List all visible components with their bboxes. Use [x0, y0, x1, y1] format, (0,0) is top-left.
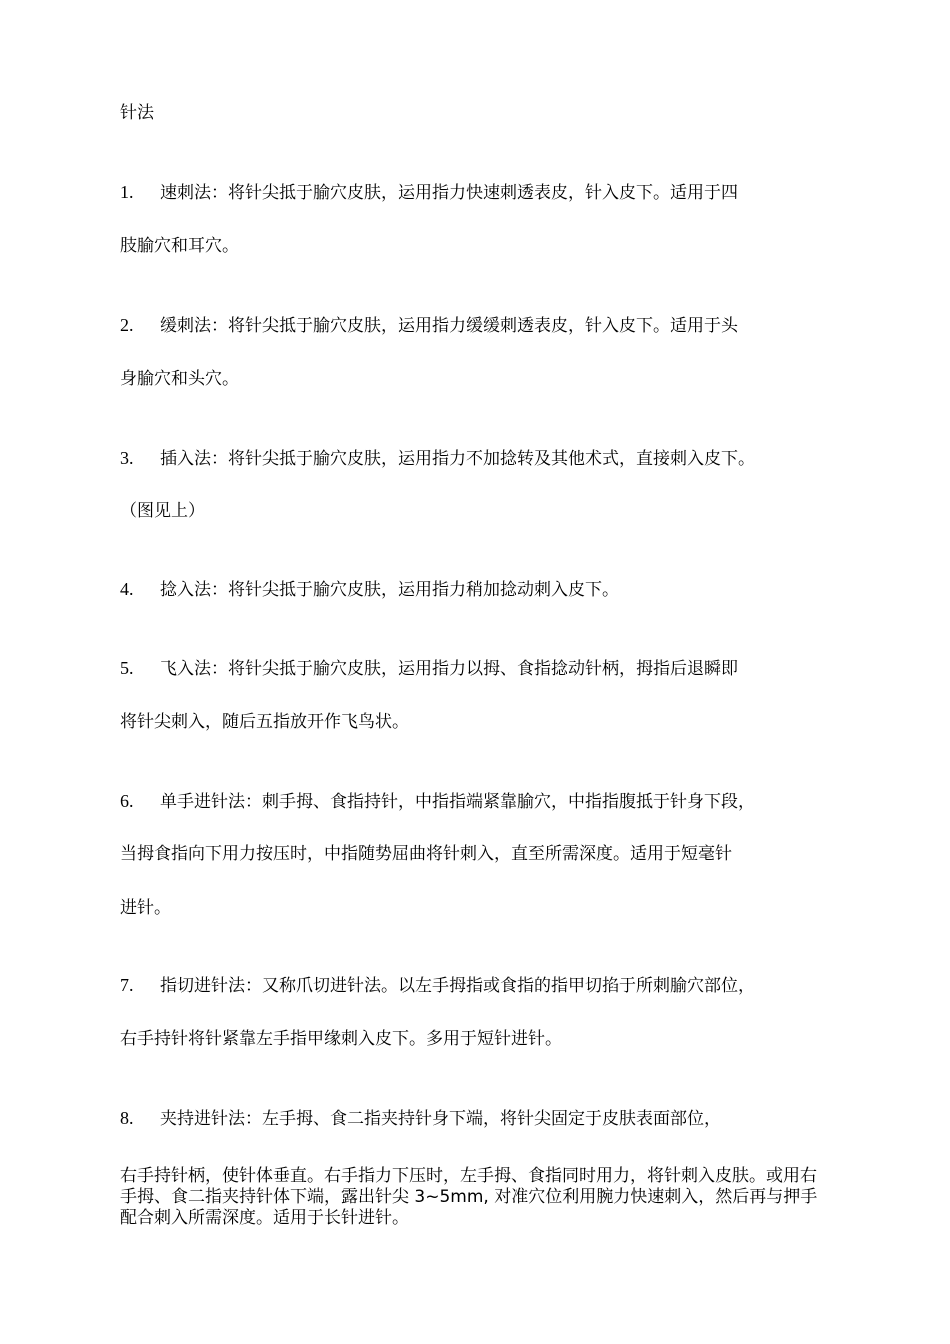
- item-number: 3.: [120, 448, 134, 468]
- list-item-6-continuation: 进针。: [120, 898, 171, 918]
- list-item-2-continuation: 身腧穴和头穴。: [120, 369, 239, 389]
- item-number: 5.: [120, 658, 134, 678]
- list-item-7: [120, 973, 755, 998]
- list-item-5: [120, 656, 738, 681]
- item-text: 速刺法：将针尖抵于腧穴皮肤，运用指力快速刺透表皮，针入皮下。适用于四: [160, 183, 738, 203]
- list-item-4: [120, 577, 619, 602]
- item-text: 插入法：将针尖抵于腧穴皮肤，运用指力不加捻转及其他术式，直接刺入皮下。: [160, 449, 755, 469]
- item-text: 夹持进针法：左手拇、食二指夹持针身下端，将针尖固定于皮肤表面部位，: [160, 1109, 721, 1129]
- final-paragraph: 右手持针柄，使针体垂直。右手指力下压时，左手拇、食指同时用力，将针刺入皮肤。或用右手拇、食二指夹持针体下端，露出针尖 3~5mm, 对准穴位利用腕力快速刺入，然后再与押手配合刺入所需深度。适用于长针进针。: [120, 1166, 818, 1228]
- list-item-7-continuation: 右手持针将针紧靠左手指甲缘刺入皮下。多用于短针进针。: [120, 1029, 562, 1049]
- item-number: 7.: [120, 975, 134, 995]
- list-item-6-continuation: 当拇食指向下用力按压时，中指随势屈曲将针刺入，直至所需深度。适用于短毫针: [120, 844, 732, 864]
- item-number: 8.: [120, 1108, 134, 1128]
- item-text: 单手进针法：刺手拇、食指持针，中指指端紧靠腧穴，中指指腹抵于针身下段，: [160, 792, 755, 812]
- list-item-3-continuation: （图见上）: [120, 501, 205, 521]
- item-text: 缓刺法：将针尖抵于腧穴皮肤，运用指力缓缓刺透表皮，针入皮下。适用于头: [160, 316, 738, 336]
- item-text: 指切进针法：又称爪切进针法。以左手拇指或食指的指甲切掐于所刺腧穴部位，: [160, 976, 755, 996]
- list-item-1: [120, 180, 738, 205]
- list-item-3: [120, 446, 755, 471]
- item-number: 4.: [120, 579, 134, 599]
- list-item-6: [120, 789, 755, 814]
- item-number: 1.: [120, 182, 134, 202]
- item-text: 飞入法：将针尖抵于腧穴皮肤，运用指力以拇、食指捻动针柄，拇指后退瞬即: [160, 659, 738, 679]
- document-title: 针法: [120, 103, 154, 123]
- list-item-1-continuation: 肢腧穴和耳穴。: [120, 236, 239, 256]
- item-number: 2.: [120, 315, 134, 335]
- item-text: 捻入法：将针尖抵于腧穴皮肤，运用指力稍加捻动刺入皮下。: [160, 580, 619, 600]
- list-item-5-continuation: 将针尖刺入，随后五指放开作飞鸟状。: [120, 712, 409, 732]
- list-item-2: [120, 313, 738, 338]
- item-number: 6.: [120, 791, 134, 811]
- list-item-8: [120, 1106, 721, 1131]
